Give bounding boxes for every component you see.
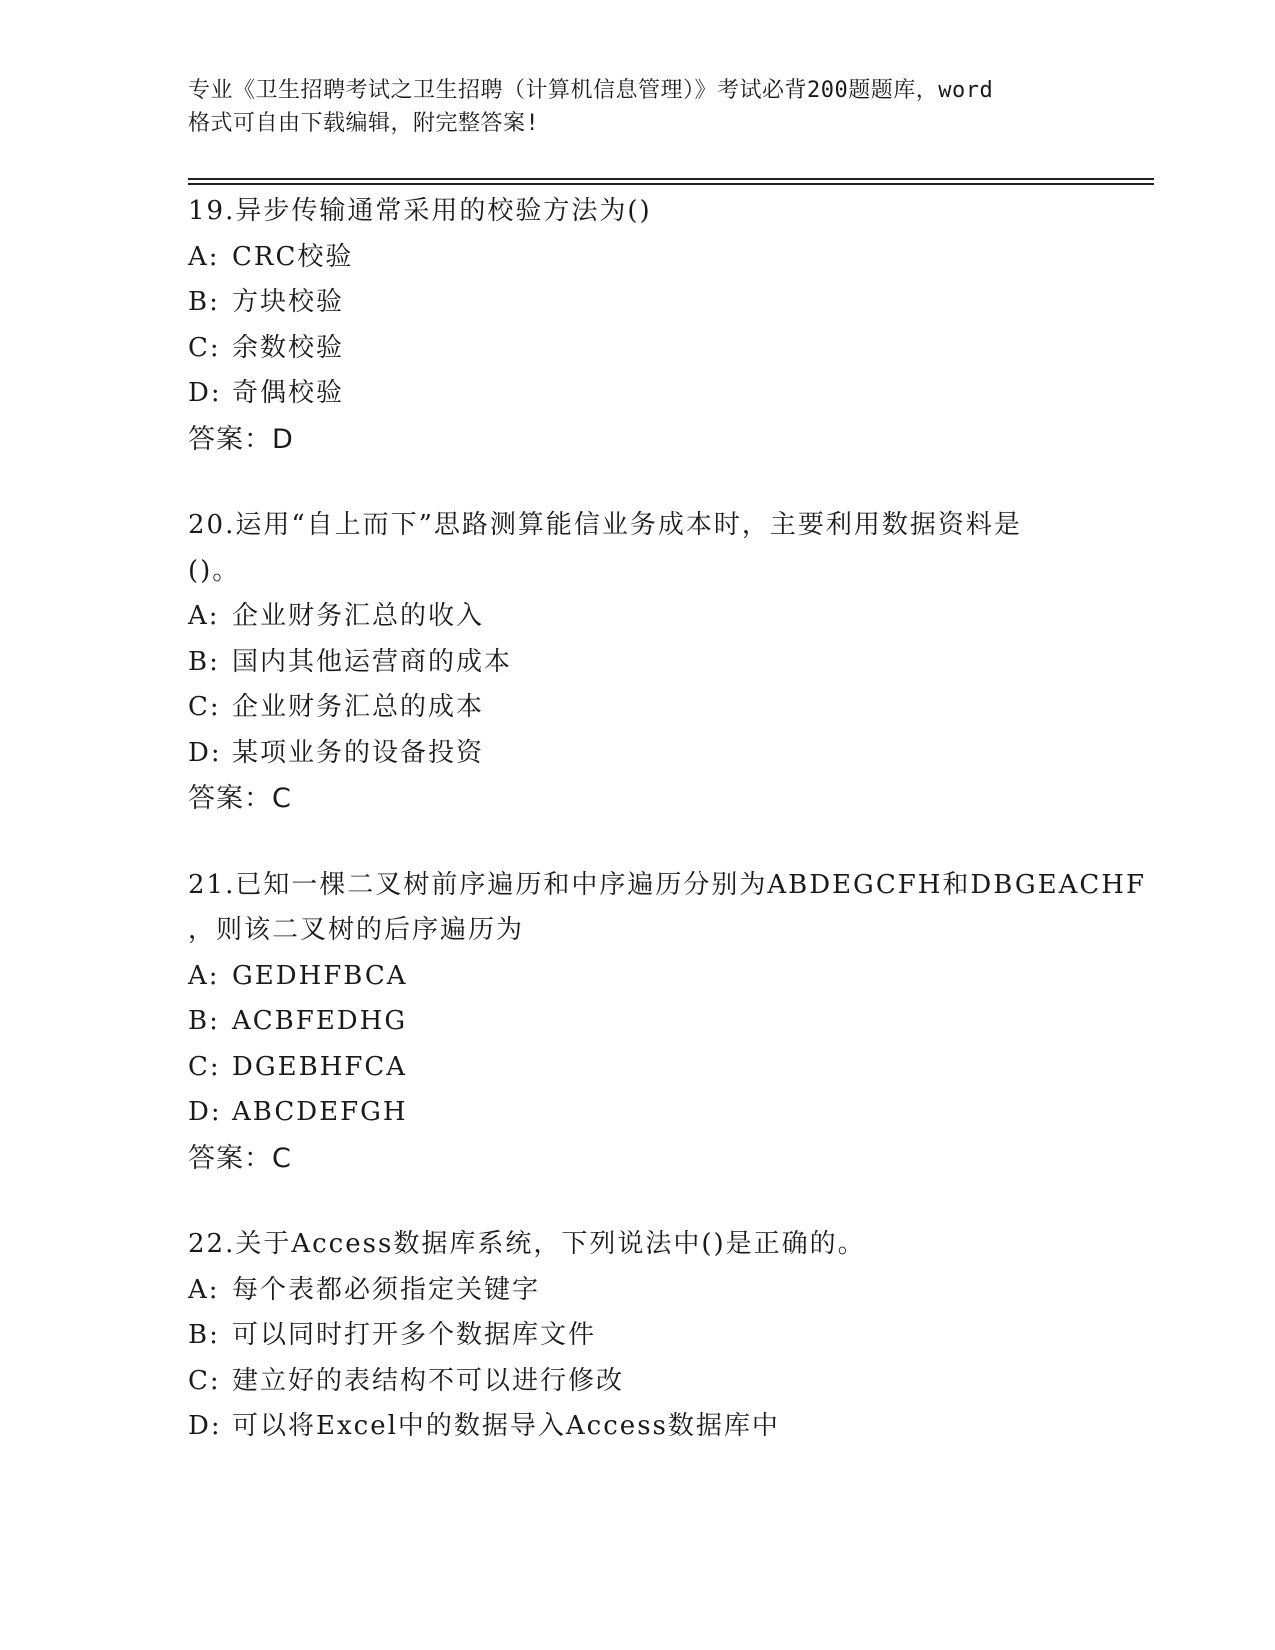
- document-header: [188, 74, 1088, 140]
- option-d: [188, 1404, 1088, 1450]
- header-line-1: 专业《卫生招聘考试之卫生招聘（计算机信息管理）》考试必背200题题库，word: [188, 78, 994, 103]
- question-21: [188, 863, 1147, 1182]
- question-stem: 19.异步传输通常采用的校验方法为(): [188, 196, 652, 226]
- answer-line: 答案：C: [188, 1142, 292, 1174]
- option-text: 某项业务的设备投资: [232, 737, 485, 768]
- answer-line: 答案：C: [188, 783, 292, 814]
- question-20: [188, 503, 1088, 822]
- option-key: D:: [188, 1411, 222, 1441]
- option-text: 可以将Excel中的数据导入Access数据库中: [232, 1411, 780, 1441]
- option-text: ACBFEDHG: [232, 1006, 408, 1036]
- option-text: 可以同时打开多个数据库文件: [232, 1320, 597, 1350]
- option-a: [188, 235, 1088, 281]
- option-text: GEDHFBCA: [232, 960, 408, 991]
- option-key: B:: [188, 646, 220, 677]
- answer-line: 答案：D: [188, 423, 294, 455]
- option-key: C:: [188, 1051, 221, 1082]
- option-b: [188, 999, 1088, 1045]
- question-19: [188, 189, 1088, 462]
- header-divider-bottom: [188, 183, 1154, 185]
- question-22: [188, 1222, 1088, 1450]
- option-text: 余数校验: [232, 332, 345, 363]
- option-text: ABCDEFGH: [232, 1097, 408, 1127]
- option-text: CRC校验: [232, 241, 354, 272]
- option-key: B:: [188, 1006, 220, 1036]
- option-b: [188, 1313, 1088, 1359]
- option-key: A:: [188, 960, 220, 991]
- header-divider-top: [188, 178, 1154, 180]
- question-stem: 21.已知一棵二叉树前序遍历和中序遍历分别为ABDEGCFH和DBGEACHF: [188, 869, 1147, 900]
- question-stem-continued: ()。: [188, 555, 241, 586]
- option-text: 国内其他运营商的成本: [232, 646, 513, 677]
- option-text: 奇偶校验: [232, 378, 345, 408]
- option-c: [188, 326, 1088, 372]
- option-key: C:: [188, 1365, 221, 1396]
- option-text: 企业财务汇总的成本: [232, 692, 485, 722]
- option-c: [188, 1045, 1088, 1091]
- option-text: 每个表都必须指定关键字: [232, 1274, 541, 1305]
- header-line-2: 格式可自由下载编辑，附完整答案!: [188, 111, 540, 136]
- option-key: B:: [188, 287, 220, 317]
- option-b: [188, 640, 1088, 686]
- option-key: A:: [188, 241, 220, 272]
- option-key: D:: [188, 737, 222, 768]
- option-b: [188, 280, 1088, 326]
- option-a: [188, 954, 1088, 1000]
- option-key: D:: [188, 378, 222, 408]
- question-stem: 22.关于Access数据库系统，下列说法中()是正确的。: [188, 1229, 866, 1259]
- option-a: [188, 594, 1088, 640]
- question-stem-continued: ，则该二叉树的后序遍历为: [188, 915, 525, 945]
- question-stem: 20.运用“自上而下”思路测算能信业务成本时，主要利用数据资料是: [188, 510, 1022, 540]
- option-key: B:: [188, 1320, 220, 1350]
- option-key: D:: [188, 1097, 222, 1127]
- question-list: [188, 189, 1147, 1491]
- option-key: A:: [188, 601, 220, 631]
- option-text: 方块校验: [232, 287, 345, 317]
- option-key: A:: [188, 1274, 220, 1305]
- option-text: DGEBHFCA: [232, 1051, 408, 1082]
- option-a: [188, 1268, 1088, 1314]
- option-text: 企业财务汇总的收入: [232, 601, 485, 631]
- option-d: [188, 731, 1088, 777]
- option-d: [188, 1090, 1088, 1136]
- option-c: [188, 685, 1088, 731]
- option-text: 建立好的表结构不可以进行修改: [232, 1365, 625, 1396]
- option-key: C:: [188, 692, 221, 722]
- option-key: C:: [188, 332, 221, 363]
- option-d: [188, 371, 1088, 417]
- option-c: [188, 1359, 1088, 1405]
